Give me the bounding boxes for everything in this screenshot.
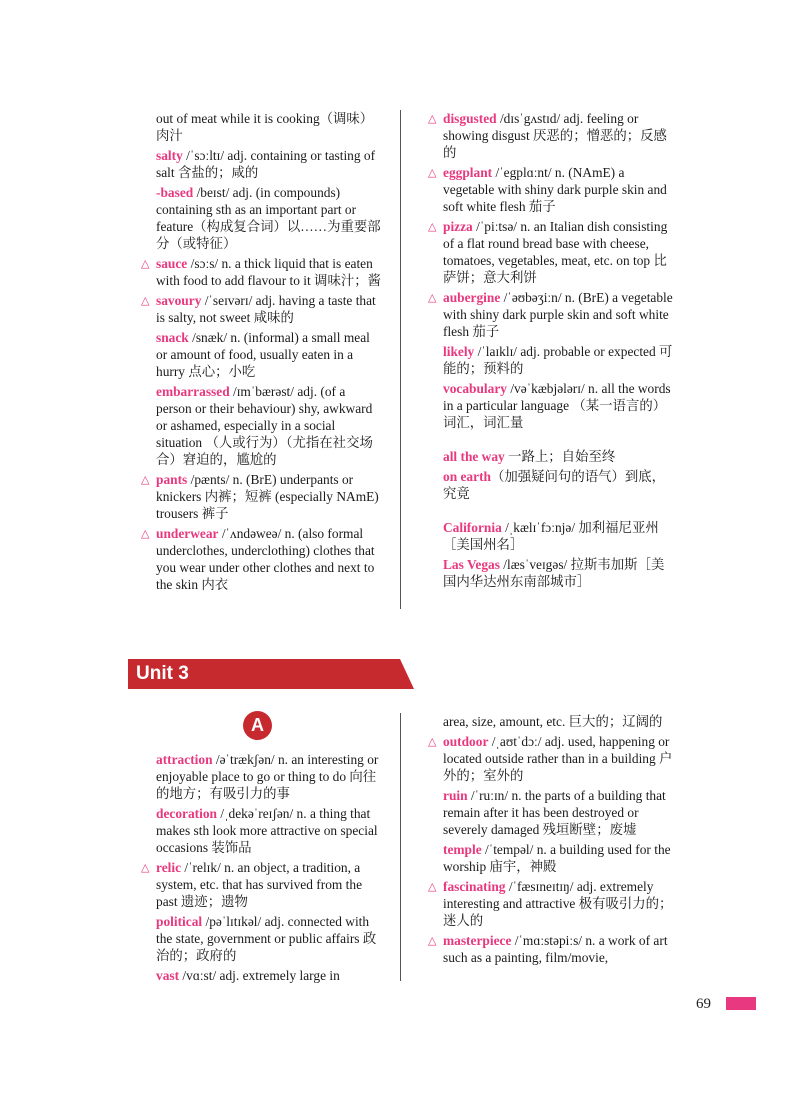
entry-ruin — [443, 787, 675, 838]
entry-likely — [443, 343, 675, 377]
headword: savoury — [156, 293, 202, 308]
definition: /vɑːst/ adj. extremely large in — [179, 968, 340, 983]
headword: political — [156, 914, 203, 929]
entry-temple — [443, 841, 675, 875]
new-word-triangle-icon: △ — [141, 294, 150, 307]
definition: /ˌkælɪˈfɔːnjə/ 加利福尼亚州［美国州名］ — [443, 520, 659, 552]
entry-pizza — [428, 218, 675, 286]
definition: /ˈsɔːltɪ/ adj. containing or tasting of salt 含盐的；咸的 — [156, 148, 376, 180]
bottom-left-column — [141, 751, 382, 987]
headword: snack — [156, 330, 189, 345]
headword: pants — [156, 472, 188, 487]
bottom-column-divider — [400, 713, 401, 981]
top-left-column — [141, 110, 382, 596]
entry-savoury — [141, 292, 382, 326]
definition: /ˈegplɑːnt/ n. (NAmE) a vegetable with shiny dark purple skin and soft white flesh 茄子 — [443, 165, 667, 214]
definition: /pænts/ n. (BrE) underpants or knickers 内裤；短裤 (especially NAmE) trousers 裤子 — [156, 472, 379, 521]
entry-disgusted — [428, 110, 675, 161]
definition: /ˈrelɪk/ n. an object, a tradition, a system, etc. that has survived from the past 遗迹；遗物 — [156, 860, 363, 909]
definition: /ˈruːɪn/ n. the parts of a building that remain after it has been destroyed or severely damaged 残垣断壁；废墟 — [443, 788, 666, 837]
entry-attraction — [156, 751, 382, 802]
definition: area, size, amount, etc. 巨大的；辽阔的 — [443, 714, 663, 729]
definition: /ˈtempəl/ n. a building used for the worship 庙宇，神殿 — [443, 842, 671, 874]
headword: fascinating — [443, 879, 506, 894]
headword: -based — [156, 185, 194, 200]
unit-title: Unit 3 — [136, 663, 189, 684]
entry-embarrassed — [156, 383, 382, 468]
entry-underwear — [141, 525, 382, 593]
new-word-triangle-icon: △ — [141, 527, 150, 540]
new-word-triangle-icon: △ — [141, 861, 150, 874]
headword: California — [443, 520, 502, 535]
entry-all-the-way — [443, 448, 675, 465]
headword: all the way — [443, 449, 505, 464]
definition: /ˈfæsɪneɪtɪŋ/ adj. extremely interesting and attractive 极有吸引力的；迷人的 — [443, 879, 673, 928]
entry-aubergine — [428, 289, 675, 340]
new-word-triangle-icon: △ — [428, 220, 437, 233]
headword: relic — [156, 860, 182, 875]
headword: salty — [156, 148, 183, 163]
definition: 一路上；自始至终 — [504, 449, 616, 464]
definition: /sɔːs/ n. a thick liquid that is eaten with food to add flavour to it 调味汁；酱 — [156, 256, 382, 288]
new-word-triangle-icon: △ — [428, 934, 437, 947]
new-word-triangle-icon: △ — [428, 166, 437, 179]
entry-salty — [156, 147, 382, 181]
definition: /læsˈveɪgəs/ 拉斯韦加斯［美国内华达州东南部城市］ — [443, 557, 665, 589]
new-word-triangle-icon: △ — [141, 473, 150, 486]
entry-continuation — [156, 110, 382, 144]
entry-relic — [141, 859, 382, 910]
headword: decoration — [156, 806, 217, 821]
entry-masterpiece — [428, 932, 675, 966]
definition: /snæk/ n. (informal) a small meal or amount of food, usually eaten in a hurry 点心；小吃 — [156, 330, 370, 379]
headword: outdoor — [443, 734, 489, 749]
definition: /ɪmˈbærəst/ adj. (of a person or their behaviour) shy, awkward or ashamed, especially in a social situation （人或行为）（尤指在社交场合）窘迫的，尴尬的 — [156, 384, 373, 467]
headword: embarrassed — [156, 384, 230, 399]
definition: /ˌdekəˈreɪʃən/ n. a thing that makes sth look more attractive on special occasions 装饰品 — [156, 806, 378, 855]
definition: /ˈʌndəweə/ n. (also formal underclothes, underclothing) clothes that you wear under other clothes and next to the skin 内衣 — [156, 526, 375, 592]
entry-pants — [141, 471, 382, 522]
definition: /ˈmɑːstəpiːs/ n. a work of art such as a painting, film/movie, — [443, 933, 668, 965]
bottom-right-column — [428, 713, 675, 969]
definition: /vəˈkæbjələrɪ/ n. all the words in a particular language （某一语言的）词汇，词汇量 — [443, 381, 671, 430]
definition: /ˈpiːtsə/ n. an Italian dish consisting of a flat round bread base with cheese, tomatoes, vegetables, meat, etc. on top 比萨饼；意大利饼 — [443, 219, 668, 285]
headword: likely — [443, 344, 475, 359]
entry-california — [443, 519, 675, 553]
entry-continuation — [443, 713, 675, 730]
headword: masterpiece — [443, 933, 512, 948]
new-word-triangle-icon: △ — [141, 257, 150, 270]
entry-political — [156, 913, 382, 964]
definition: /əˈtrækʃən/ n. an interesting or enjoyable place to go or thing to do 向往的地方；有吸引力的事 — [156, 752, 379, 801]
entry-eggplant — [428, 164, 675, 215]
entry-vast — [156, 967, 382, 984]
entry-las-vegas — [443, 556, 675, 590]
headword: underwear — [156, 526, 219, 541]
definition: /ˈlaɪklɪ/ adj. probable or expected 可能的；预料的 — [443, 344, 673, 376]
definition: /beɪst/ adj. (in compounds) containing sth as an important part or feature（构成复合词）以……为重要部分（或特征） — [156, 185, 381, 251]
top-right-column — [428, 110, 675, 593]
headword: vast — [156, 968, 180, 983]
new-word-triangle-icon: △ — [428, 112, 437, 125]
headword: on earth — [443, 469, 491, 484]
definition: /dɪsˈgʌstɪd/ adj. feeling or showing disgust 厌恶的；憎恶的；反感的 — [443, 111, 667, 160]
entry-based — [156, 184, 382, 252]
headword: eggplant — [443, 165, 493, 180]
page-number: 69 — [696, 996, 711, 1012]
proper-names-list — [443, 519, 675, 590]
headword: temple — [443, 842, 482, 857]
headword: vocabulary — [443, 381, 507, 396]
headword: sauce — [156, 256, 188, 271]
entry-fascinating — [428, 878, 675, 929]
entry-on-earth — [443, 468, 675, 502]
headword: ruin — [443, 788, 468, 803]
definition: out of meat while it is cooking（调味）肉汁 — [156, 111, 374, 143]
top-column-divider — [400, 110, 401, 609]
headword: disgusted — [443, 111, 497, 126]
headword: attraction — [156, 752, 213, 767]
definition: /ˈseɪvərɪ/ adj. having a taste that is salty, not sweet 咸味的 — [156, 293, 376, 325]
definition: /ˌaʊtˈdɔː/ adj. used, happening or located outside rather than in a building 户外的；室外的 — [443, 734, 673, 783]
new-word-triangle-icon: △ — [428, 880, 437, 893]
top-right-words — [428, 110, 675, 431]
entry-decoration — [156, 805, 382, 856]
entry-sauce — [141, 255, 382, 289]
definition: /pəˈlɪtɪkəl/ adj. connected with the state, government or public affairs 政治的；政府的 — [156, 914, 377, 963]
headword: Las Vegas — [443, 557, 500, 572]
phrases-list — [443, 448, 675, 502]
new-word-triangle-icon: △ — [428, 291, 437, 304]
headword: pizza — [443, 219, 473, 234]
definition: （加强疑问句的语气）到底，究竟 — [443, 469, 666, 501]
entry-snack — [156, 329, 382, 380]
new-word-triangle-icon: △ — [428, 735, 437, 748]
section-a-badge: A — [243, 711, 272, 740]
entry-vocabulary — [443, 380, 675, 431]
page-marker-bar — [726, 997, 756, 1010]
definition: /ˈəʊbəʒiːn/ n. (BrE) a vegetable with shiny dark purple skin and soft white flesh 茄子 — [443, 290, 673, 339]
headword: aubergine — [443, 290, 501, 305]
entry-outdoor — [428, 733, 675, 784]
